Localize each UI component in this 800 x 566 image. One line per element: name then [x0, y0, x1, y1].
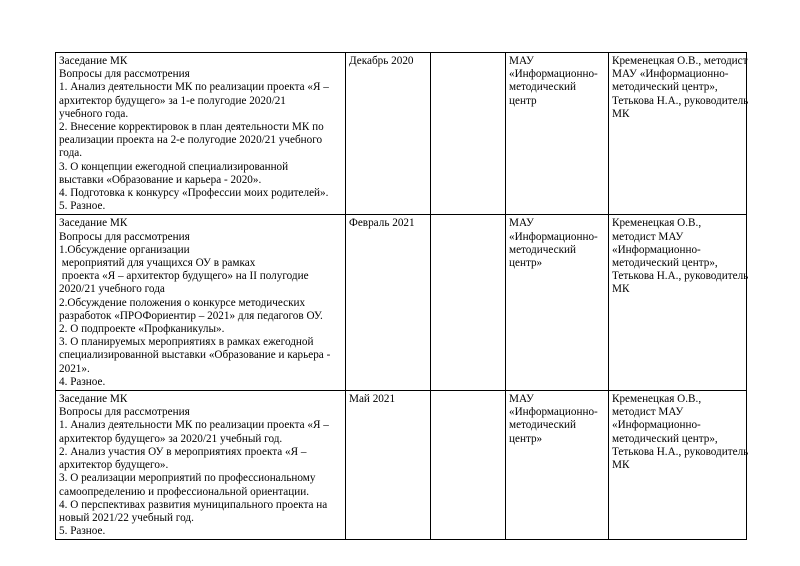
agenda-line: архитектор будущего». [59, 459, 169, 472]
empty-cell [431, 215, 506, 391]
agenda-cell [56, 215, 346, 391]
agenda-line: года. [59, 147, 83, 160]
meetings-table [55, 52, 747, 540]
agenda-line: Заседание МК [59, 217, 128, 230]
agenda-line: реализации проекта на 2-е полугодие 2020/21 учебного [59, 134, 323, 147]
responsible-line: МК [612, 459, 630, 472]
responsible-line: методист МАУ [612, 230, 684, 243]
agenda-line: архитектор будущего» за 1-е полугодие 2020/21 [59, 94, 286, 107]
agenda-line: 5. Разное. [59, 525, 106, 538]
organization-line: МАУ [509, 55, 534, 67]
agenda-line: 2.Обсуждение положения о конкурсе методических [59, 296, 306, 309]
date-line: Февраль 2021 [349, 217, 415, 230]
agenda-line: 4. Разное. [59, 375, 106, 388]
agenda-line: 1.Обсуждение организации [59, 243, 190, 256]
agenda-line: Заседание МК [59, 393, 128, 406]
table-row [56, 215, 747, 391]
organization-cell [506, 391, 609, 540]
responsible-line: методический центр», [612, 432, 718, 445]
meetings-table-body [56, 53, 747, 540]
date-line: Май 2021 [349, 393, 396, 406]
agenda-line: 3. О реализации мероприятий по профессиональному [59, 472, 316, 485]
responsible-line: «Информационно- [612, 419, 701, 432]
responsible-line: Кременецкая О.В., [612, 217, 702, 230]
responsible-line: Кременецкая О.В., [612, 393, 702, 406]
table-row [56, 53, 747, 215]
responsible-cell [609, 391, 747, 540]
responsible-line: Кременецкая О.В., методист [612, 55, 748, 67]
organization-line: методический [509, 81, 576, 94]
agenda-line: 2. О подпроекте «Профканикулы». [59, 323, 225, 336]
agenda-cell [56, 53, 346, 215]
organization-line: центр [509, 94, 537, 107]
agenda-line: 2020/21 учебного года [59, 283, 165, 296]
responsible-line: «Информационно- [612, 243, 701, 256]
organization-line: МАУ [509, 393, 534, 406]
agenda-line: архитектор будущего» за 2020/21 учебный год. [59, 432, 283, 445]
organization-cell [506, 215, 609, 391]
agenda-line: 2021». [59, 362, 90, 375]
organization-line: «Информационно- [509, 406, 598, 419]
responsible-line: Тетькова Н.А., руководитель [612, 94, 749, 107]
table-row [56, 391, 747, 540]
organization-line: методический [509, 243, 576, 256]
responsible-line: Тетькова Н.А., руководитель [612, 445, 749, 458]
agenda-line: специализированной выставки «Образование и карьера - [59, 349, 331, 362]
agenda-line: 3. О планируемых мероприятиях в рамках ежегодной [59, 336, 314, 349]
agenda-line: Вопросы для рассмотрения [59, 230, 190, 243]
date-cell [346, 391, 431, 540]
agenda-line: 4. Подготовка к конкурсу «Профессии моих родителей». [59, 187, 329, 200]
agenda-line: 4. О перспективах развития муниципального проекта на [59, 498, 328, 511]
empty-cell [431, 391, 506, 540]
agenda-line: мероприятий для учащихся ОУ в рамках [59, 257, 256, 270]
responsible-cell [609, 53, 747, 215]
agenda-line: самоопределению и профессиональной ориентации. [59, 485, 310, 498]
agenda-line: 5. Разное. [59, 200, 106, 213]
empty-cell [431, 53, 506, 215]
agenda-line: проекта «Я – архитектор будущего» на II полугодие [59, 270, 309, 283]
agenda-line: новый 2021/22 учебный год. [59, 511, 194, 524]
organization-cell [506, 53, 609, 215]
agenda-line: 2. Внесение корректировок в план деятельности МК по [59, 121, 324, 134]
organization-line: методический [509, 419, 576, 432]
responsible-line: методический центр», [612, 81, 718, 94]
organization-line: центр» [509, 432, 543, 445]
organization-line: МАУ [509, 217, 534, 230]
responsible-line: МАУ «Информационно- [612, 68, 729, 81]
organization-line: центр» [509, 257, 543, 270]
responsible-line: методист МАУ [612, 406, 684, 419]
date-cell [346, 215, 431, 391]
agenda-line: Вопросы для рассмотрения [59, 68, 190, 81]
organization-line: «Информационно- [509, 68, 598, 81]
agenda-cell [56, 391, 346, 540]
responsible-cell [609, 215, 747, 391]
responsible-line: МК [612, 107, 630, 120]
agenda-line: выставки «Образование и карьера - 2020». [59, 173, 262, 186]
agenda-line: Заседание МК [59, 55, 128, 67]
date-line: Декабрь 2020 [349, 55, 414, 67]
agenda-line: 3. О концепции ежегодной специализированной [59, 160, 289, 173]
responsible-line: методический центр», [612, 257, 718, 270]
date-cell [346, 53, 431, 215]
agenda-line: 1. Анализ деятельности МК по реализации проекта «Я – [59, 419, 329, 432]
agenda-line: учебного года. [59, 107, 129, 120]
responsible-line: Тетькова Н.А., руководитель [612, 270, 749, 283]
agenda-line: 2. Анализ участия ОУ в мероприятиях проекта «Я – [59, 445, 307, 458]
responsible-line: МК [612, 283, 630, 296]
agenda-line: Вопросы для рассмотрения [59, 406, 190, 419]
organization-line: «Информационно- [509, 230, 598, 243]
agenda-line: разработок «ПРОФориентир – 2021» для педагогов ОУ. [59, 309, 323, 322]
agenda-line: 1. Анализ деятельности МК по реализации проекта «Я – [59, 81, 329, 94]
